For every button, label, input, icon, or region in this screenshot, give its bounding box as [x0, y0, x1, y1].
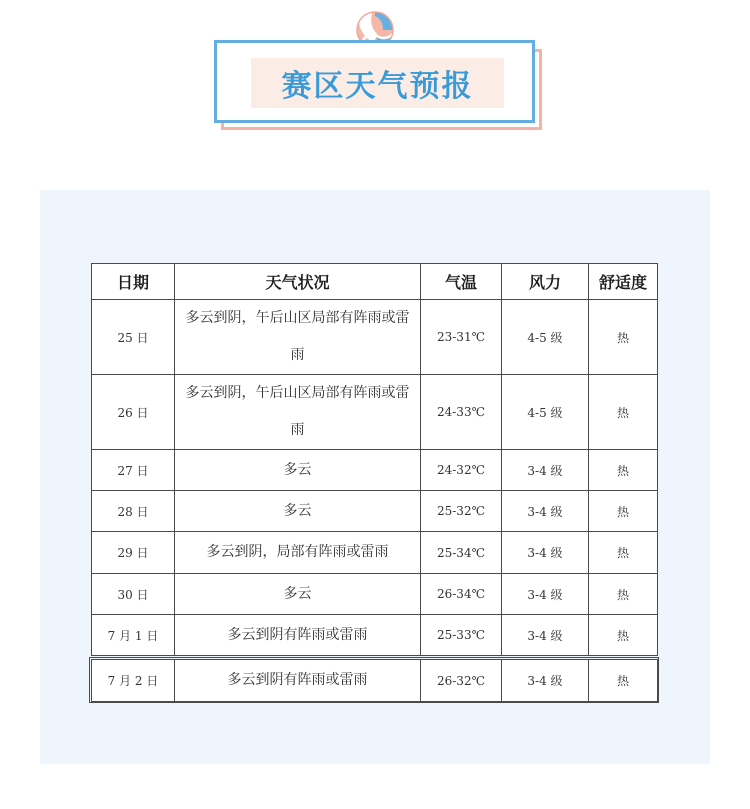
table-row	[92, 615, 658, 656]
wind-cell: 3-4 级	[502, 660, 589, 702]
table-row	[92, 532, 658, 574]
table-row	[92, 300, 658, 375]
comfort-cell: 热	[589, 574, 658, 615]
comfort-cell: 热	[589, 491, 658, 532]
date-cell: 29 日	[92, 532, 175, 574]
table-row	[92, 574, 658, 615]
weather-cell: 多云到阴，局部有阵雨或雷雨	[175, 532, 421, 574]
header-comfort: 舒适度	[589, 264, 658, 300]
title-frame	[214, 40, 535, 123]
table-row	[92, 450, 658, 491]
wind-cell: 3-4 级	[502, 574, 589, 615]
wind-cell: 3-4 级	[502, 615, 589, 656]
header-temp: 气温	[421, 264, 502, 300]
temp-cell: 24-32℃	[421, 450, 502, 491]
temp-cell: 25-32℃	[421, 491, 502, 532]
temp-cell: 26-32℃	[421, 660, 502, 702]
date-cell: 30 日	[92, 574, 175, 615]
table-header-row	[92, 264, 658, 300]
date-cell: 27 日	[92, 450, 175, 491]
table-row	[92, 660, 658, 702]
weather-cell: 多云到阴有阵雨或雷雨	[175, 615, 421, 656]
comfort-cell: 热	[589, 450, 658, 491]
weather-cell: 多云到阴，午后山区局部有阵雨或雷雨	[175, 300, 421, 375]
weather-cell: 多云到阴有阵雨或雷雨	[175, 660, 421, 702]
weather-cell: 多云到阴，午后山区局部有阵雨或雷雨	[175, 375, 421, 450]
comfort-cell: 热	[589, 375, 658, 450]
header-wind: 风力	[502, 264, 589, 300]
comfort-cell: 热	[589, 532, 658, 574]
wind-cell: 3-4 级	[502, 450, 589, 491]
table-row	[92, 491, 658, 532]
wind-cell: 3-4 级	[502, 532, 589, 574]
wind-cell: 3-4 级	[502, 491, 589, 532]
comfort-cell: 热	[589, 615, 658, 656]
date-cell: 25 日	[92, 300, 175, 375]
weather-table	[91, 263, 658, 656]
wind-cell: 4-5 级	[502, 300, 589, 375]
comfort-cell: 热	[589, 300, 658, 375]
temp-cell: 24-33℃	[421, 375, 502, 450]
date-cell: 28 日	[92, 491, 175, 532]
date-cell: 26 日	[92, 375, 175, 450]
temp-cell: 25-33℃	[421, 615, 502, 656]
temp-cell: 23-31℃	[421, 300, 502, 375]
wind-cell: 4-5 级	[502, 375, 589, 450]
header-weather: 天气状况	[175, 264, 421, 300]
table-row	[92, 375, 658, 450]
temp-cell: 26-34℃	[421, 574, 502, 615]
weather-table-last	[91, 659, 658, 702]
comfort-cell: 热	[589, 660, 658, 702]
weather-cell: 多云	[175, 491, 421, 532]
date-cell: 7 月 2 日	[92, 660, 175, 702]
header-date: 日期	[92, 264, 175, 300]
weather-cell: 多云	[175, 450, 421, 491]
title-fill	[251, 58, 504, 108]
temp-cell: 25-34℃	[421, 532, 502, 574]
weather-cell: 多云	[175, 574, 421, 615]
page-title: 赛区天气预报	[281, 69, 474, 104]
date-cell: 7 月 1 日	[92, 615, 175, 656]
